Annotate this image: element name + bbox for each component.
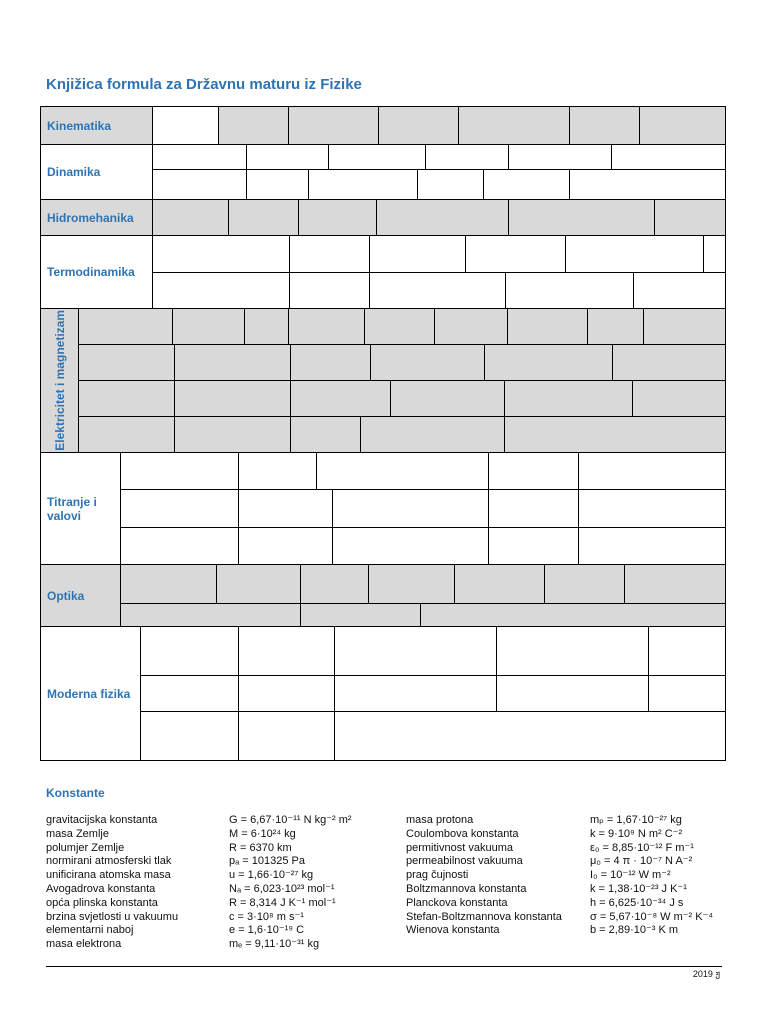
formula-cell [219,107,289,144]
constant-row: polumjer Zemlje R = 6370 km [46,841,292,854]
constant-row: gravitacijska konstanta G = 6,67·10⁻¹¹ N kg⁻² m² [46,814,352,826]
formula-cell [290,236,370,272]
section-titranje [41,453,725,565]
formula-cell [612,145,725,169]
formula-cell [566,236,704,272]
formula-cell [121,528,239,564]
section-label-kinematika: Kinematika [41,107,153,144]
formula-cell [175,381,291,416]
section-label-optika: Optika [41,565,121,626]
formula-cell [175,417,291,452]
formula-cell [505,417,725,452]
formula-cell [379,107,459,144]
constant-row: Planckova konstanta h = 6,625·10⁻³⁴ J s [406,896,684,909]
section-label-hidromehanika: Hidromehanika [41,200,153,235]
formula-cell [121,565,217,603]
constant-row: Stefan-Boltzmannova konstanta σ = 5,67·10⁻⁸ W m⁻² K⁻⁴ [406,910,714,923]
constants-right-column [406,814,713,938]
formula-cell [497,676,649,711]
constant-row: permeabilnost vakuuma μ₀ = 4 π · 10⁻⁷ N A⁻² [406,855,693,868]
formula-cell [335,676,497,711]
constant-row: Boltzmannova konstanta k = 1,38·10⁻²³ J K⁻¹ [406,882,687,895]
formula-cell [489,490,579,526]
formula-cell [570,170,725,199]
formula-cell [153,236,290,272]
formula-cell [361,417,505,452]
constant-row: unificirana atomska masa u = 1,66·10⁻²⁷ kg [46,869,314,882]
constant-row: Avogadrova konstanta Nₐ = 6,023·10²³ mol⁻¹ [46,882,335,895]
formula-cell [640,107,725,144]
formula-cell [497,627,649,675]
formula-cell [247,170,309,199]
constants-left-column [46,814,352,952]
formula-cell [649,676,725,711]
formula-cell [229,200,299,235]
constants-title: Konstante [46,786,105,800]
formula-cell [545,565,625,603]
formula-cell [508,309,588,344]
section-optika [41,565,725,627]
formula-cell [369,565,455,603]
section-label-elektricitet: Elektricitet i magnetizam [41,309,79,452]
section-hidromehanika [41,200,725,236]
formula-cell [333,528,489,564]
formula-cell [121,490,239,526]
formula-cell [153,273,290,309]
constant-row: prag čujnosti I₀ = 10⁻¹² W m⁻² [406,869,671,882]
formula-cell [217,565,301,603]
formula-cell [153,107,219,144]
section-elektricitet [41,309,725,453]
formula-cell [301,565,369,603]
formula-cell [333,490,489,526]
formula-cell [579,528,725,564]
formula-cell [426,145,509,169]
formula-cell [141,627,239,675]
formula-cell [239,627,335,675]
constant-row: permitivnost vakuuma ε₀ = 8,85·10⁻¹² F m⁻¹ [406,841,694,854]
formula-table [40,106,726,761]
formula-cell [309,170,418,199]
formula-cell [371,345,485,380]
formula-cell [625,565,725,603]
section-moderna [41,627,725,760]
formula-cell [335,627,497,675]
formula-cell [153,170,247,199]
formula-cell [484,170,570,199]
formula-cell [289,309,365,344]
formula-cell [506,273,634,309]
formula-cell [239,528,333,564]
formula-cell [329,145,426,169]
formula-cell [141,712,239,760]
formula-cell [579,453,725,489]
formula-cell [121,604,301,626]
constant-row: Coulombova konstanta k = 9·10⁹ N m² C⁻² [406,827,683,840]
formula-cell [421,604,725,626]
constant-row: brzina svjetlosti u vakuumu c = 3·10⁸ m s⁻¹ [46,910,304,923]
formula-cell [455,565,545,603]
formula-cell [435,309,508,344]
constant-row: opća plinska konstanta R = 8,314 J K⁻¹ mol⁻¹ [46,896,336,909]
formula-cell [247,145,329,169]
formula-cell [588,309,644,344]
formula-cell [489,453,579,489]
formula-cell [153,145,247,169]
section-termodinamika [41,236,725,309]
constant-row: masa elektrona mₑ = 9,11·10⁻³¹ kg [46,938,320,951]
formula-cell [175,345,291,380]
formula-cell [239,676,335,711]
formula-cell [239,453,317,489]
section-dinamika [41,145,725,200]
formula-cell [239,490,333,526]
formula-cell [391,381,505,416]
formula-cell [370,236,466,272]
footer-divider [46,966,722,967]
formula-cell [704,236,725,272]
formula-cell [79,381,175,416]
section-label-moderna: Moderna fizika [41,627,141,760]
formula-cell [121,453,239,489]
formula-cell [79,309,173,344]
constant-row: Wienova konstanta b = 2,89·10⁻³ K m [406,924,679,937]
formula-cell [173,309,245,344]
formula-cell [299,200,377,235]
formula-cell [649,627,725,675]
section-label-termodinamika: Termodinamika [41,236,153,308]
formula-cell [79,345,175,380]
formula-cell [301,604,421,626]
formula-cell [644,309,725,344]
formula-cell [79,417,175,452]
page-title: Knjižica formula za Državnu maturu iz Fizike [46,76,362,93]
formula-cell [291,417,361,452]
constant-row: masa Zemlje M = 6·10²⁴ kg [46,827,296,840]
formula-cell [466,236,566,272]
formula-cell [289,107,379,144]
formula-cell [634,273,725,309]
formula-cell [633,381,725,416]
constant-row: masa protona mₚ = 1,67·10⁻²⁷ kg [406,814,682,826]
formula-cell [365,309,435,344]
formula-cell [579,490,725,526]
formula-cell [613,345,725,380]
formula-cell [335,712,725,760]
section-kinematika [41,107,725,145]
formula-cell [509,200,655,235]
formula-cell [290,273,370,309]
formula-cell [245,309,289,344]
formula-cell [239,712,335,760]
formula-cell [153,200,229,235]
formula-cell [505,381,633,416]
formula-cell [570,107,640,144]
formula-cell [291,345,371,380]
constant-row: normirani atmosferski tlak pₐ = 101325 Pa [46,855,305,868]
formula-cell [370,273,506,309]
formula-cell [291,381,391,416]
formula-cell [509,145,612,169]
section-label-dinamika: Dinamika [41,145,153,199]
section-label-titranje: Titranje i valovi [41,453,121,564]
formula-cell [141,676,239,711]
formula-cell [489,528,579,564]
formula-cell [459,107,570,144]
footer-text: 2019 ჟ [692,969,720,979]
formula-cell [655,200,725,235]
formula-cell [317,453,489,489]
formula-cell [485,345,613,380]
formula-cell [377,200,509,235]
constant-row: elementarni naboj e = 1,6·10⁻¹⁹ C [46,924,305,937]
formula-cell [418,170,484,199]
